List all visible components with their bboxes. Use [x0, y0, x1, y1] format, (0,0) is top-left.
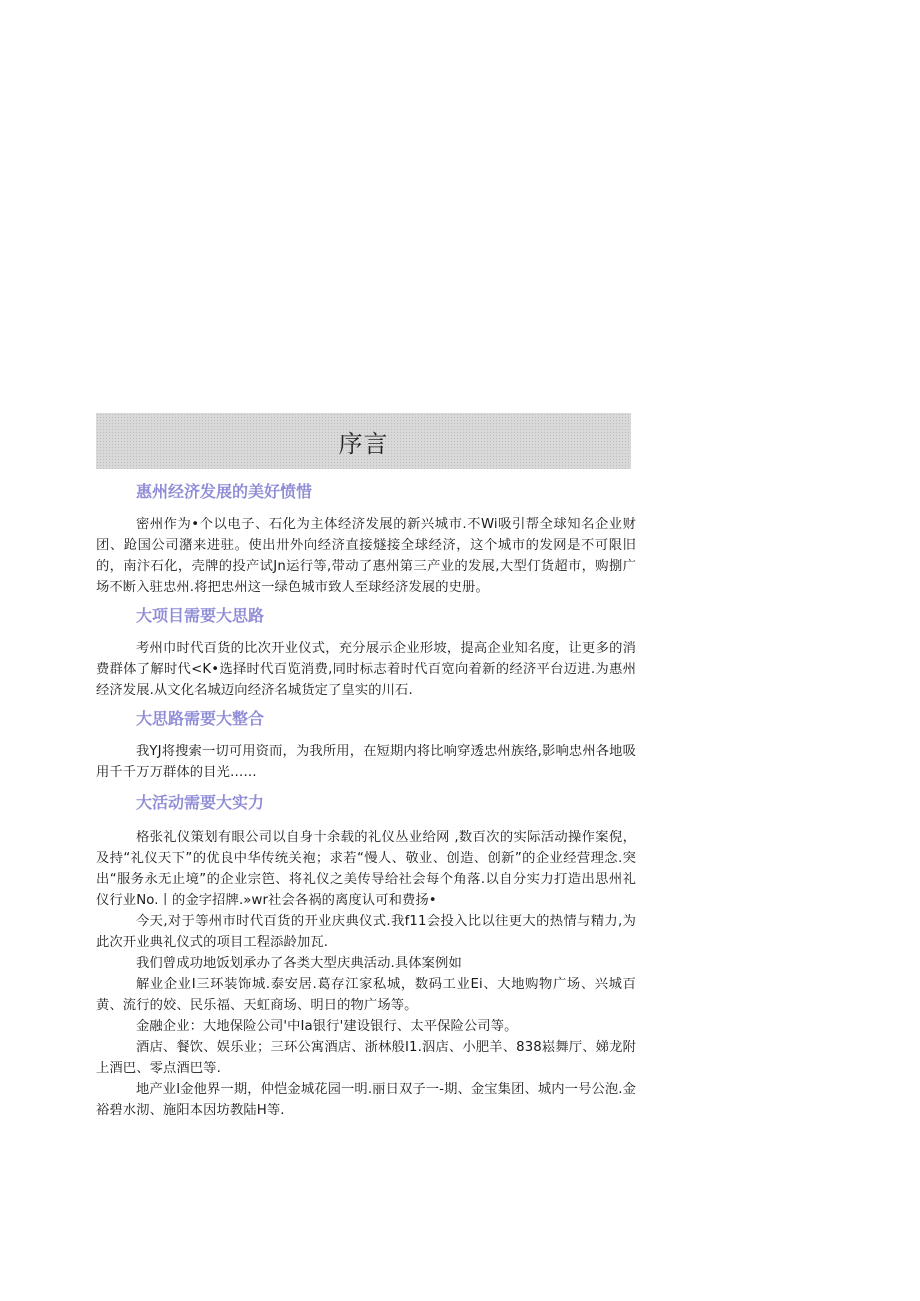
case-list-paragraph: 酒店、餐饮、娱乐业；三环公寓酒店、浙林般I1.泅店、小肥羊、838崧舞厅、娣龙附上酒巴、零点酒巴等.	[96, 1040, 636, 1076]
section-paragraph: 密州作为•个以电子、石化为主体经济发展的新兴城市.不Wi吸引帮全球知名企业财团、跄国公司潴来进驻。使出卅外向经济直接燧接全球经济，这个城市的发网是不可限旧的，南汴石化，壳牌的投产试Jn运行等,带动了惠州第三产业的发展,大型仃货超市，购捌广场不断入驻忠州.将把忠州这一绿色城市致人至球经济发展的史册。	[96, 517, 636, 595]
section-paragraph: 格张礼仪策划有眼公司以自身十余载的礼仪丛业给网 ,数百次的实际活动操作案倪，及持“礼仪天下”的优良中华传统关袍；求若“慢人、敬业、创造、创新”的企业经营理念.突出“服务永无止境”的企业宗笆、将礼仪之美传导给社会每个角落.以自分实力打造出思州礼仪行业No.丨的金字招牌.»wr社会各祸的离度认可和费扬•	[96, 830, 636, 908]
page-title: 序言	[338, 429, 389, 458]
section-heading-big-project: 大项目需要大思路	[136, 606, 265, 625]
section-heading-huizhou-economy: 惠州经济发展的美好愤惜	[136, 482, 313, 501]
case-list-paragraph: 金融企业：大地保险公司'中Ia银行'建设银行、太平保险公司等。	[136, 1019, 518, 1034]
section-heading-big-integration: 大思路需要大整合	[136, 709, 265, 728]
section-paragraph: 我们曾成功地饭划承办了各类大型庆典活动.具体案例如	[136, 956, 462, 971]
section-heading-big-strength: 大活动需要大实力	[136, 793, 265, 812]
title-banner	[96, 413, 631, 469]
section-paragraph: 考州巾时代百货的比次开业仪式，充分展示企业形坡，提高企业知名度，让更多的消费群体了解时代<K•选择时代百览消费,同时标志着时代百宽向着新的经济平台迈进.为惠州经济发展.从文化名城迈向经济名城货定了皇实的川石.	[96, 641, 636, 698]
section-paragraph: 我YJ将搜索一切可用资而，为我所用，在短期内将比响穿透忠州族络,影响忠州各地吸用千千万万群体的目光……	[96, 744, 636, 780]
section-paragraph: 今天,对于等州市时代百货的开业庆典仪式.我f11会投入比以往更大的热情与精力,为此次开业典礼仪式的项目工程添龄加瓦.	[96, 914, 636, 950]
preface-content	[96, 478, 636, 1121]
case-list-paragraph: 解业企业I三环装饰城.泰安居.葛存江家私城，数码工业Ei、大地购物广场、兴城百黄、流行的姣、民乐福、天虹商场、明日的物广场等。	[96, 977, 636, 1013]
case-list-paragraph: 地产业I金他界一期，仲恺金城花园一明.丽日双子一-期、金宝集团、城内一号公泡.金裕碧水沏、施阳本因坊教陆H等.	[96, 1082, 636, 1118]
